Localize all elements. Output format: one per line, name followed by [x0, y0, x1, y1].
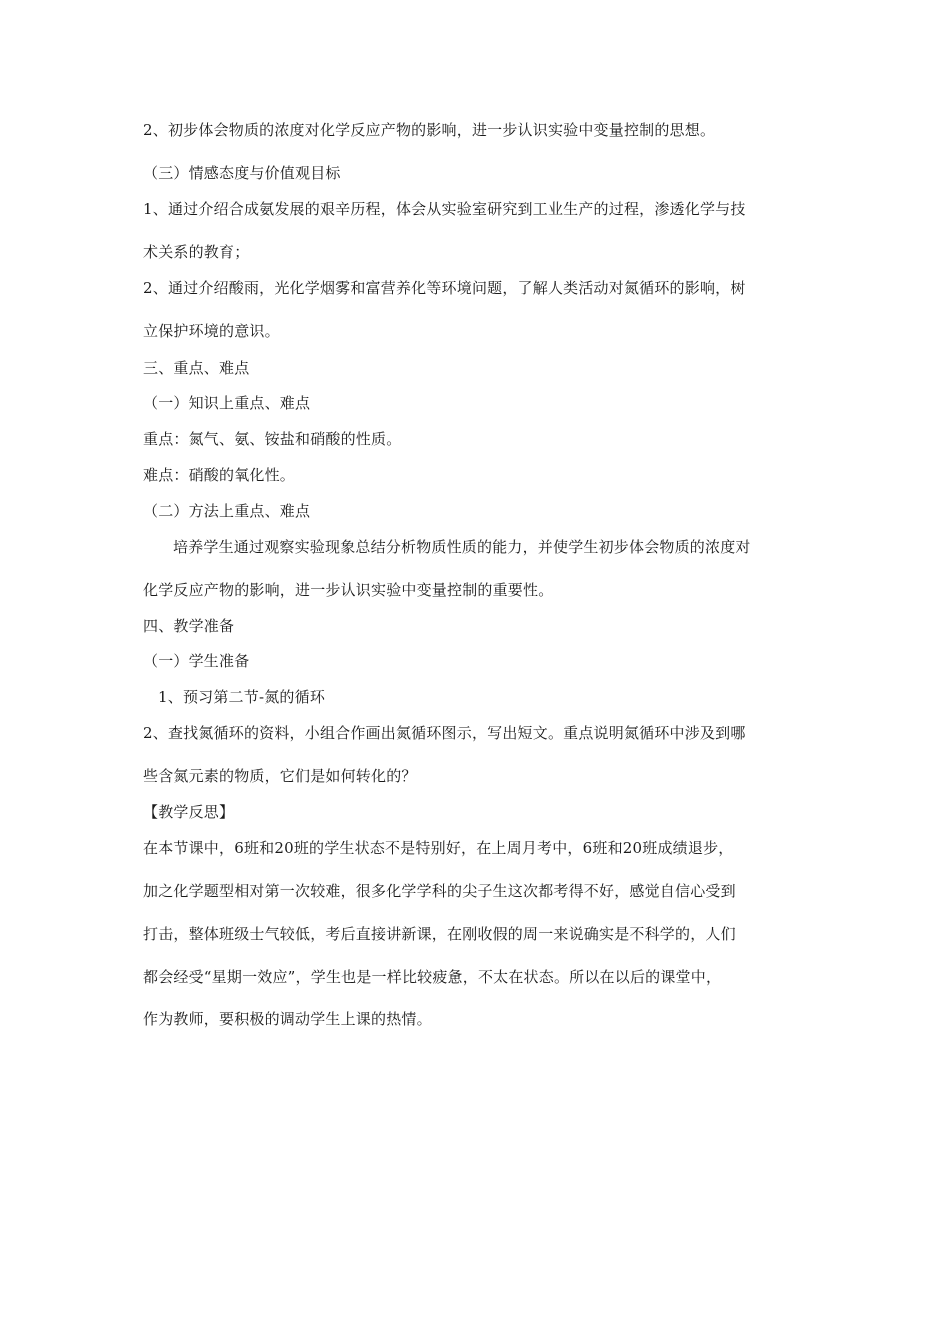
text-line: 化学反应产物的影响，进一步认识实验中变量控制的重要性。	[143, 581, 554, 599]
text-line: 三、重点、难点	[143, 359, 250, 377]
text-line: （一）学生准备	[143, 652, 250, 670]
text-line: 术关系的教育；	[143, 243, 250, 261]
text-line: 2、初步体会物质的浓度对化学反应产物的影响，进一步认识实验中变量控制的思想。	[143, 121, 716, 139]
text-line: 在本节课中，6班和20班的学生状态不是特别好，在上周月考中，6班和20班成绩退步，	[143, 839, 734, 857]
text-line: 1、预习第二节-氮的循环	[158, 688, 326, 706]
text-line: （一）知识上重点、难点	[143, 394, 311, 412]
text-line: 2、通过介绍酸雨，光化学烟雾和富营养化等环境问题，了解人类活动对氮循环的影响，树	[143, 279, 746, 297]
text-line: 立保护环境的意识。	[143, 322, 280, 340]
document-body	[143, 120, 811, 1060]
text-line: 培养学生通过观察实验现象总结分析物质性质的能力，并使学生初步体会物质的浓度对	[173, 538, 751, 556]
text-line: （三）情感态度与价值观目标	[143, 164, 341, 182]
text-line: （二）方法上重点、难点	[143, 502, 311, 520]
text-line: 难点：硝酸的氧化性。	[143, 466, 296, 484]
text-line: 些含氮元素的物质，它们是如何转化的？	[143, 767, 417, 785]
text-line: 四、教学准备	[143, 617, 235, 635]
text-line: 打击，整体班级士气较低，考后直接讲新课，在刚收假的周一来说确实是不科学的，人们	[143, 925, 736, 943]
text-line: 1、通过介绍合成氨发展的艰辛历程，体会从实验室研究到工业生产的过程，渗透化学与技	[143, 200, 746, 218]
text-line: 【教学反思】	[143, 803, 235, 821]
text-line: 加之化学题型相对第一次较难，很多化学学科的尖子生这次都考得不好，感觉自信心受到	[143, 882, 736, 900]
text-line: 作为教师，要积极的调动学生上课的热情。	[143, 1010, 432, 1028]
text-line: 重点：氮气、氨、铵盐和硝酸的性质。	[143, 430, 402, 448]
text-line: 都会经受“星期一效应”，学生也是一样比较疲惫，不太在状态。所以在以后的课堂中，	[143, 968, 722, 986]
text-line: 2、查找氮循环的资料，小组合作画出氮循环图示，写出短文。重点说明氮循环中涉及到哪	[143, 724, 746, 742]
